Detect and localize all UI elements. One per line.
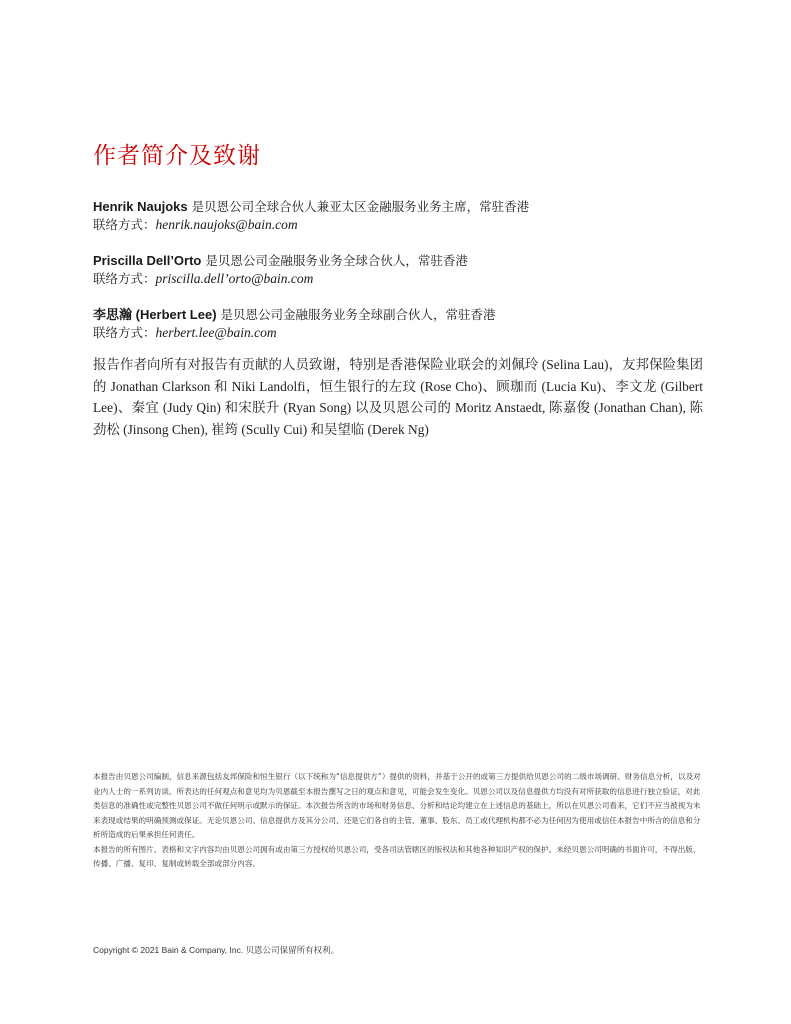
author-name: 李思瀚 (Herbert Lee)	[93, 307, 217, 322]
author-description: 是贝恩公司金融服务业务全球合伙人，常驻香港	[201, 253, 468, 268]
author-description: 是贝恩公司金融服务业务全球副合伙人，常驻香港	[216, 307, 496, 322]
author-email-link[interactable]: herbert.lee@bain.com	[155, 325, 277, 340]
author-block-henrik	[93, 198, 713, 234]
contact-label: 联络方式：	[93, 271, 156, 286]
contact-label: 联络方式：	[93, 325, 156, 340]
author-block-herbert	[93, 306, 713, 342]
author-description: 是贝恩公司全球合伙人兼亚太区金融服务业务主席，常驻香港	[187, 199, 530, 214]
disclaimer-paragraph: 本报告由贝恩公司编制，信息来源包括友邦保险和恒生银行（以下统称为“信息提供方”）提供的资料，并基于公开的或第三方提供给贝恩公司的二级市场调研、财务信息分析，以及对业内人士的一系列访谈。所表达的任何观点和意见均为贝恩截至本报告撰写之日的观点和意见，可能会发生变化。贝恩公司以及信息提供方均没有对所获取的信息进行独立验证，对此类信息的准确性或完整性贝恩公司不做任何明示或默示的保证。本次报告所含的市场和财务信息、分析和结论均建立在上述信息的基础上，所以在贝恩公司看来，它们不应当被视为未来表现或结果的明确预测或保证。无论贝恩公司、信息提供方及其分公司、还是它们各自的主管、董事、股东、员工或代理机构都不必为任何因为使用或信任本报告中所含的信息和分析所造成的后果承担任何责任。	[93, 772, 701, 839]
copyright-notice: Copyright © 2021 Bain & Company, Inc. 贝恩公司保留所有权利。	[93, 945, 340, 955]
acknowledgement-paragraph: 报告作者向所有对报告有贡献的人员致谢，特别是香港保险业联会的刘佩玲 (Selina Lau)，友邦保险集团的 Jonathan Clarkson 和 Niki Landolfi，恒生银行的左玟 (Rose Cho)、顾珈而 (Lucia Ku)、李文龙 (Gilbert Lee)、秦宜 (Judy Qin) 和宋朕升 (Ryan Song) 以及贝恩公司的 Moritz Anstaedt, 陈嘉俊 (Jonathan Chan), 陈劲松 (Jinsong Chen), 崔筠 (Scully Cui) 和吴望临 (Derek Ng)	[93, 357, 703, 437]
author-email-link[interactable]: henrik.naujoks@bain.com	[155, 217, 298, 232]
author-email-link[interactable]: priscilla.dell’orto@bain.com	[155, 271, 314, 286]
author-block-priscilla	[93, 252, 713, 288]
page-title: 作者简介及致谢	[93, 143, 261, 169]
disclaimer-paragraph: 本报告的所有图片、表格和文字内容均由贝恩公司拥有或由第三方授权给贝恩公司，受各司法管辖区的版权法和其他各种知识产权的保护。未经贝恩公司明确的书面许可，不得出版、传播、广播、复印、复制或转载全部或部分内容。	[93, 844, 701, 868]
author-name: Henrik Naujoks	[93, 199, 188, 214]
author-name: Priscilla Dell’Orto	[93, 253, 202, 268]
disclaimer	[93, 770, 703, 872]
contact-label: 联络方式：	[93, 217, 156, 232]
